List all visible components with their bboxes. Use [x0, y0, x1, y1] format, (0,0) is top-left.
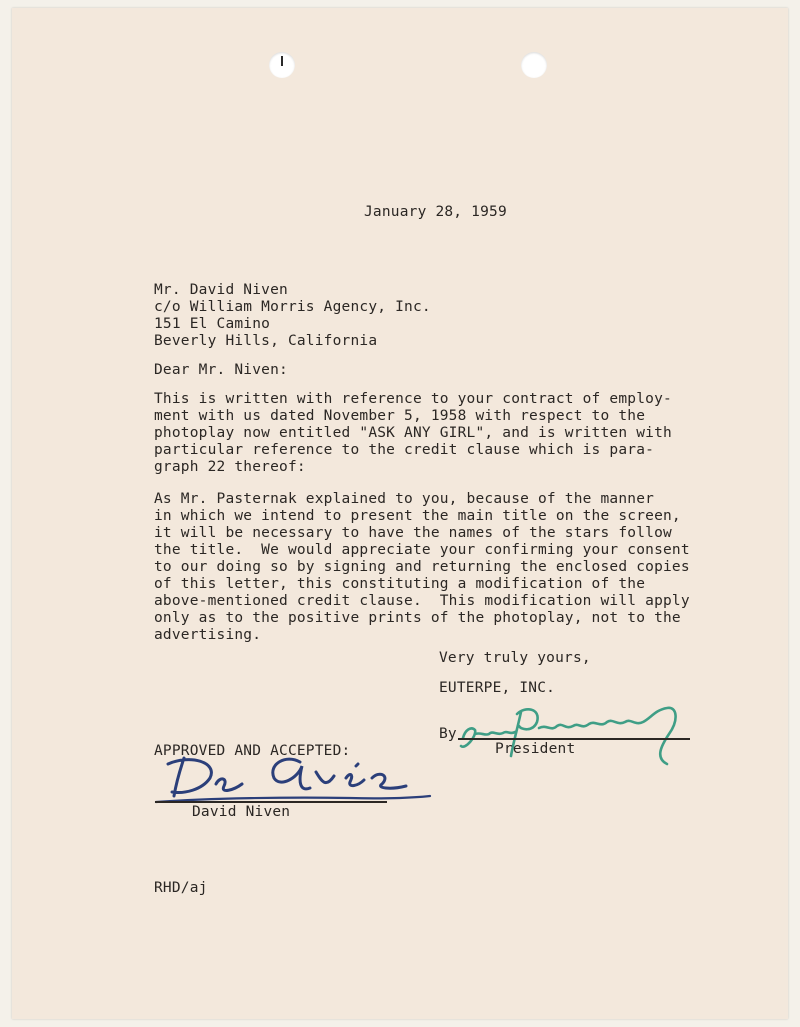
signer-title: President [495, 741, 576, 757]
address-line: Beverly Hills, California [154, 333, 378, 349]
paragraph-line: This is written with reference to your contract of employ- [154, 391, 672, 407]
paragraph-line: in which we intend to present the main title on the screen, [154, 508, 681, 524]
address-line: Mr. David Niven [154, 282, 288, 298]
punch-hole-right [521, 52, 547, 78]
company-name: EUTERPE, INC. [439, 680, 556, 696]
paragraph-line: above-mentioned credit clause. This modification will apply [154, 593, 690, 609]
paragraph-line: ment with us dated November 5, 1958 with respect to the [154, 408, 646, 424]
address-line: c/o William Morris Agency, Inc. [154, 299, 431, 315]
reference-initials: RHD/aj [154, 880, 208, 896]
approved-label: APPROVED AND ACCEPTED: [154, 743, 351, 759]
president-signature-image [455, 700, 695, 770]
approver-name: David Niven [192, 804, 291, 820]
paragraph-line: of this letter, this constituting a modification of the [154, 576, 646, 592]
paragraph-line: to our doing so by signing and returning the enclosed copies [154, 559, 690, 575]
approver-signature-image [150, 748, 440, 806]
paragraph-line: it will be necessary to have the names of the stars follow [154, 525, 672, 541]
paragraph-line: As Mr. Pasternak explained to you, because of the manner [154, 491, 655, 507]
closing: Very truly yours, [439, 650, 591, 666]
by-label: By [439, 726, 457, 742]
paragraph-line: only as to the positive prints of the photoplay, not to the [154, 610, 681, 626]
salutation: Dear Mr. Niven: [154, 362, 288, 378]
paragraph-line: the title. We would appreciate your confirming your consent [154, 542, 690, 558]
paragraph-line: particular reference to the credit clause which is para- [154, 442, 655, 458]
paragraph-line: graph 22 thereof: [154, 459, 306, 475]
address-line: 151 El Camino [154, 316, 271, 332]
punch-hole-left [269, 52, 295, 78]
letter-date: January 28, 1959 [364, 204, 507, 220]
paragraph-line: photoplay now entitled "ASK ANY GIRL", and is written with [154, 425, 672, 441]
paragraph-line: advertising. [154, 627, 262, 643]
